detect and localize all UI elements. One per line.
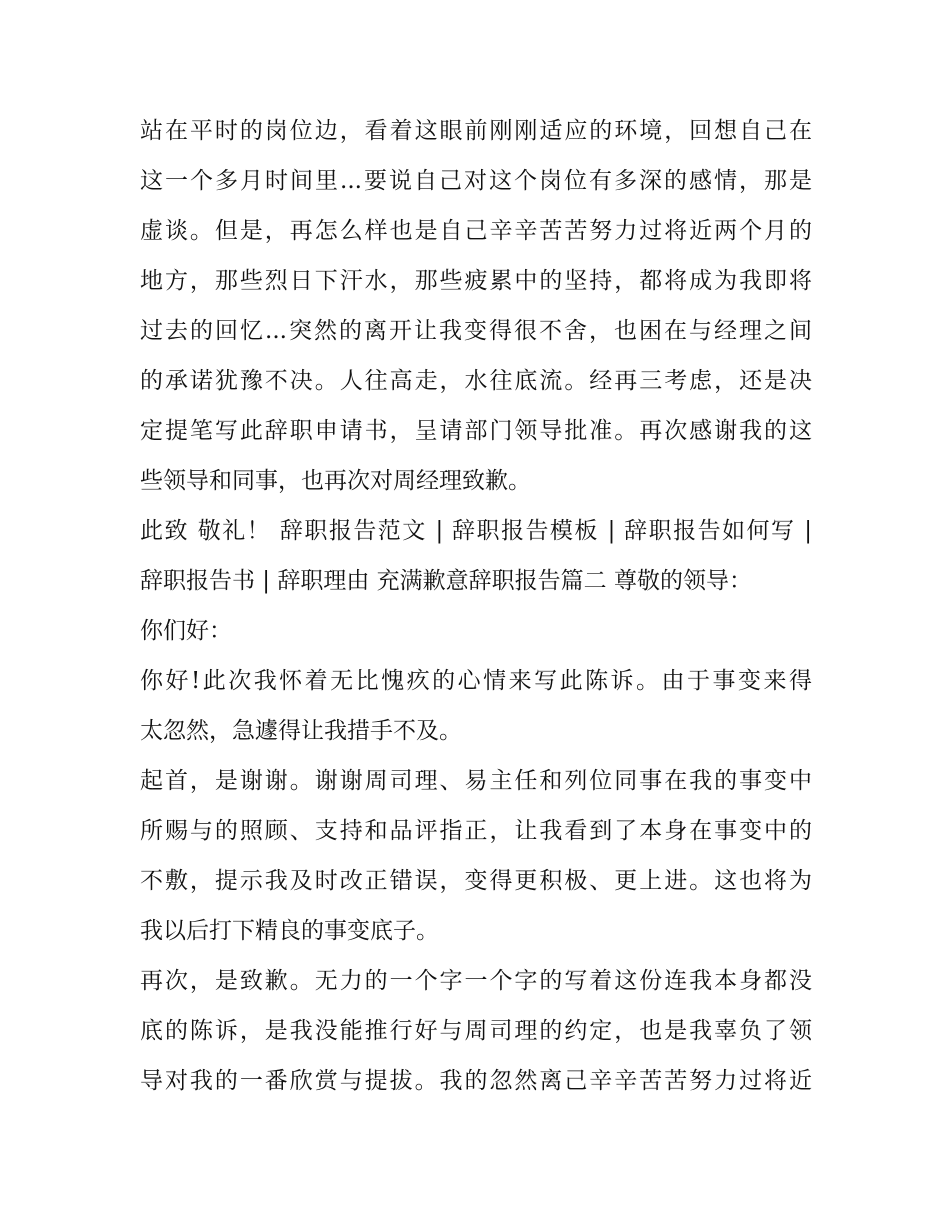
text-line: 过去的回忆...突然的离开让我变得很不舍，也困在与经理之间 [140,318,812,344]
text-line: 你们好： [140,618,232,644]
text-line: 不敷，提示我及时改正错误，变得更积极、更上进。这也将为 [140,868,812,894]
text-line: 站在平时的岗位边，看着这眼前刚刚适应的环境，回想自己在 [140,118,812,144]
paragraph-opening [140,656,812,756]
text-line: 太忽然，急遽得让我措手不及。 [140,718,462,744]
paragraph-resignation-reflection [140,106,812,506]
paragraph-thanks [140,756,812,956]
paragraph-greeting [140,606,812,656]
text-line: 再次，是致歉。无力的一个字一个字的写着这份连我本身都没 [140,968,812,994]
text-line: 此致 敬礼！ 辞职报告范文 | 辞职报告模板 | 辞职报告如何写 | [140,518,812,544]
text-line: 底的陈诉，是我没能推行好与周司理的约定，也是我辜负了领 [140,1018,812,1044]
paragraph-apology [140,956,812,1106]
text-line: 我以后打下精良的事变底子。 [140,918,439,944]
text-line: 地方，那些烈日下汗水，那些疲累中的坚持，都将成为我即将 [140,268,812,294]
text-line: 虚谈。但是，再怎么样也是自己辛辛苦苦努力过将近两个月的 [140,218,812,244]
text-line: 你好!此次我怀着无比愧疚的心情来写此陈诉。由于事变来得 [140,668,812,694]
text-line: 所赐与的照顾、支持和品评指正，让我看到了本身在事变中的 [140,818,812,844]
text-line: 定提笔写此辞职申请书，呈请部门领导批准。再次感谢我的这 [140,418,812,444]
document-body [140,106,812,1106]
text-line: 这一个多月时间里...要说自己对这个岗位有多深的感情，那是 [140,168,812,194]
paragraph-closing-and-links [140,506,812,606]
text-line: 些领导和同事，也再次对周经理致歉。 [140,468,531,494]
text-line: 的承诺犹豫不决。人往高走，水往底流。经再三考虑，还是决 [140,368,812,394]
text-line: 起首，是谢谢。谢谢周司理、易主任和列位同事在我的事变中 [140,768,812,794]
text-line: 辞职报告书 | 辞职理由 充满歉意辞职报告篇二 尊敬的领导： [140,568,752,594]
text-line: 导对我的一番欣赏与提拔。我的忽然离己辛辛苦苦努力过将近 [140,1068,812,1094]
